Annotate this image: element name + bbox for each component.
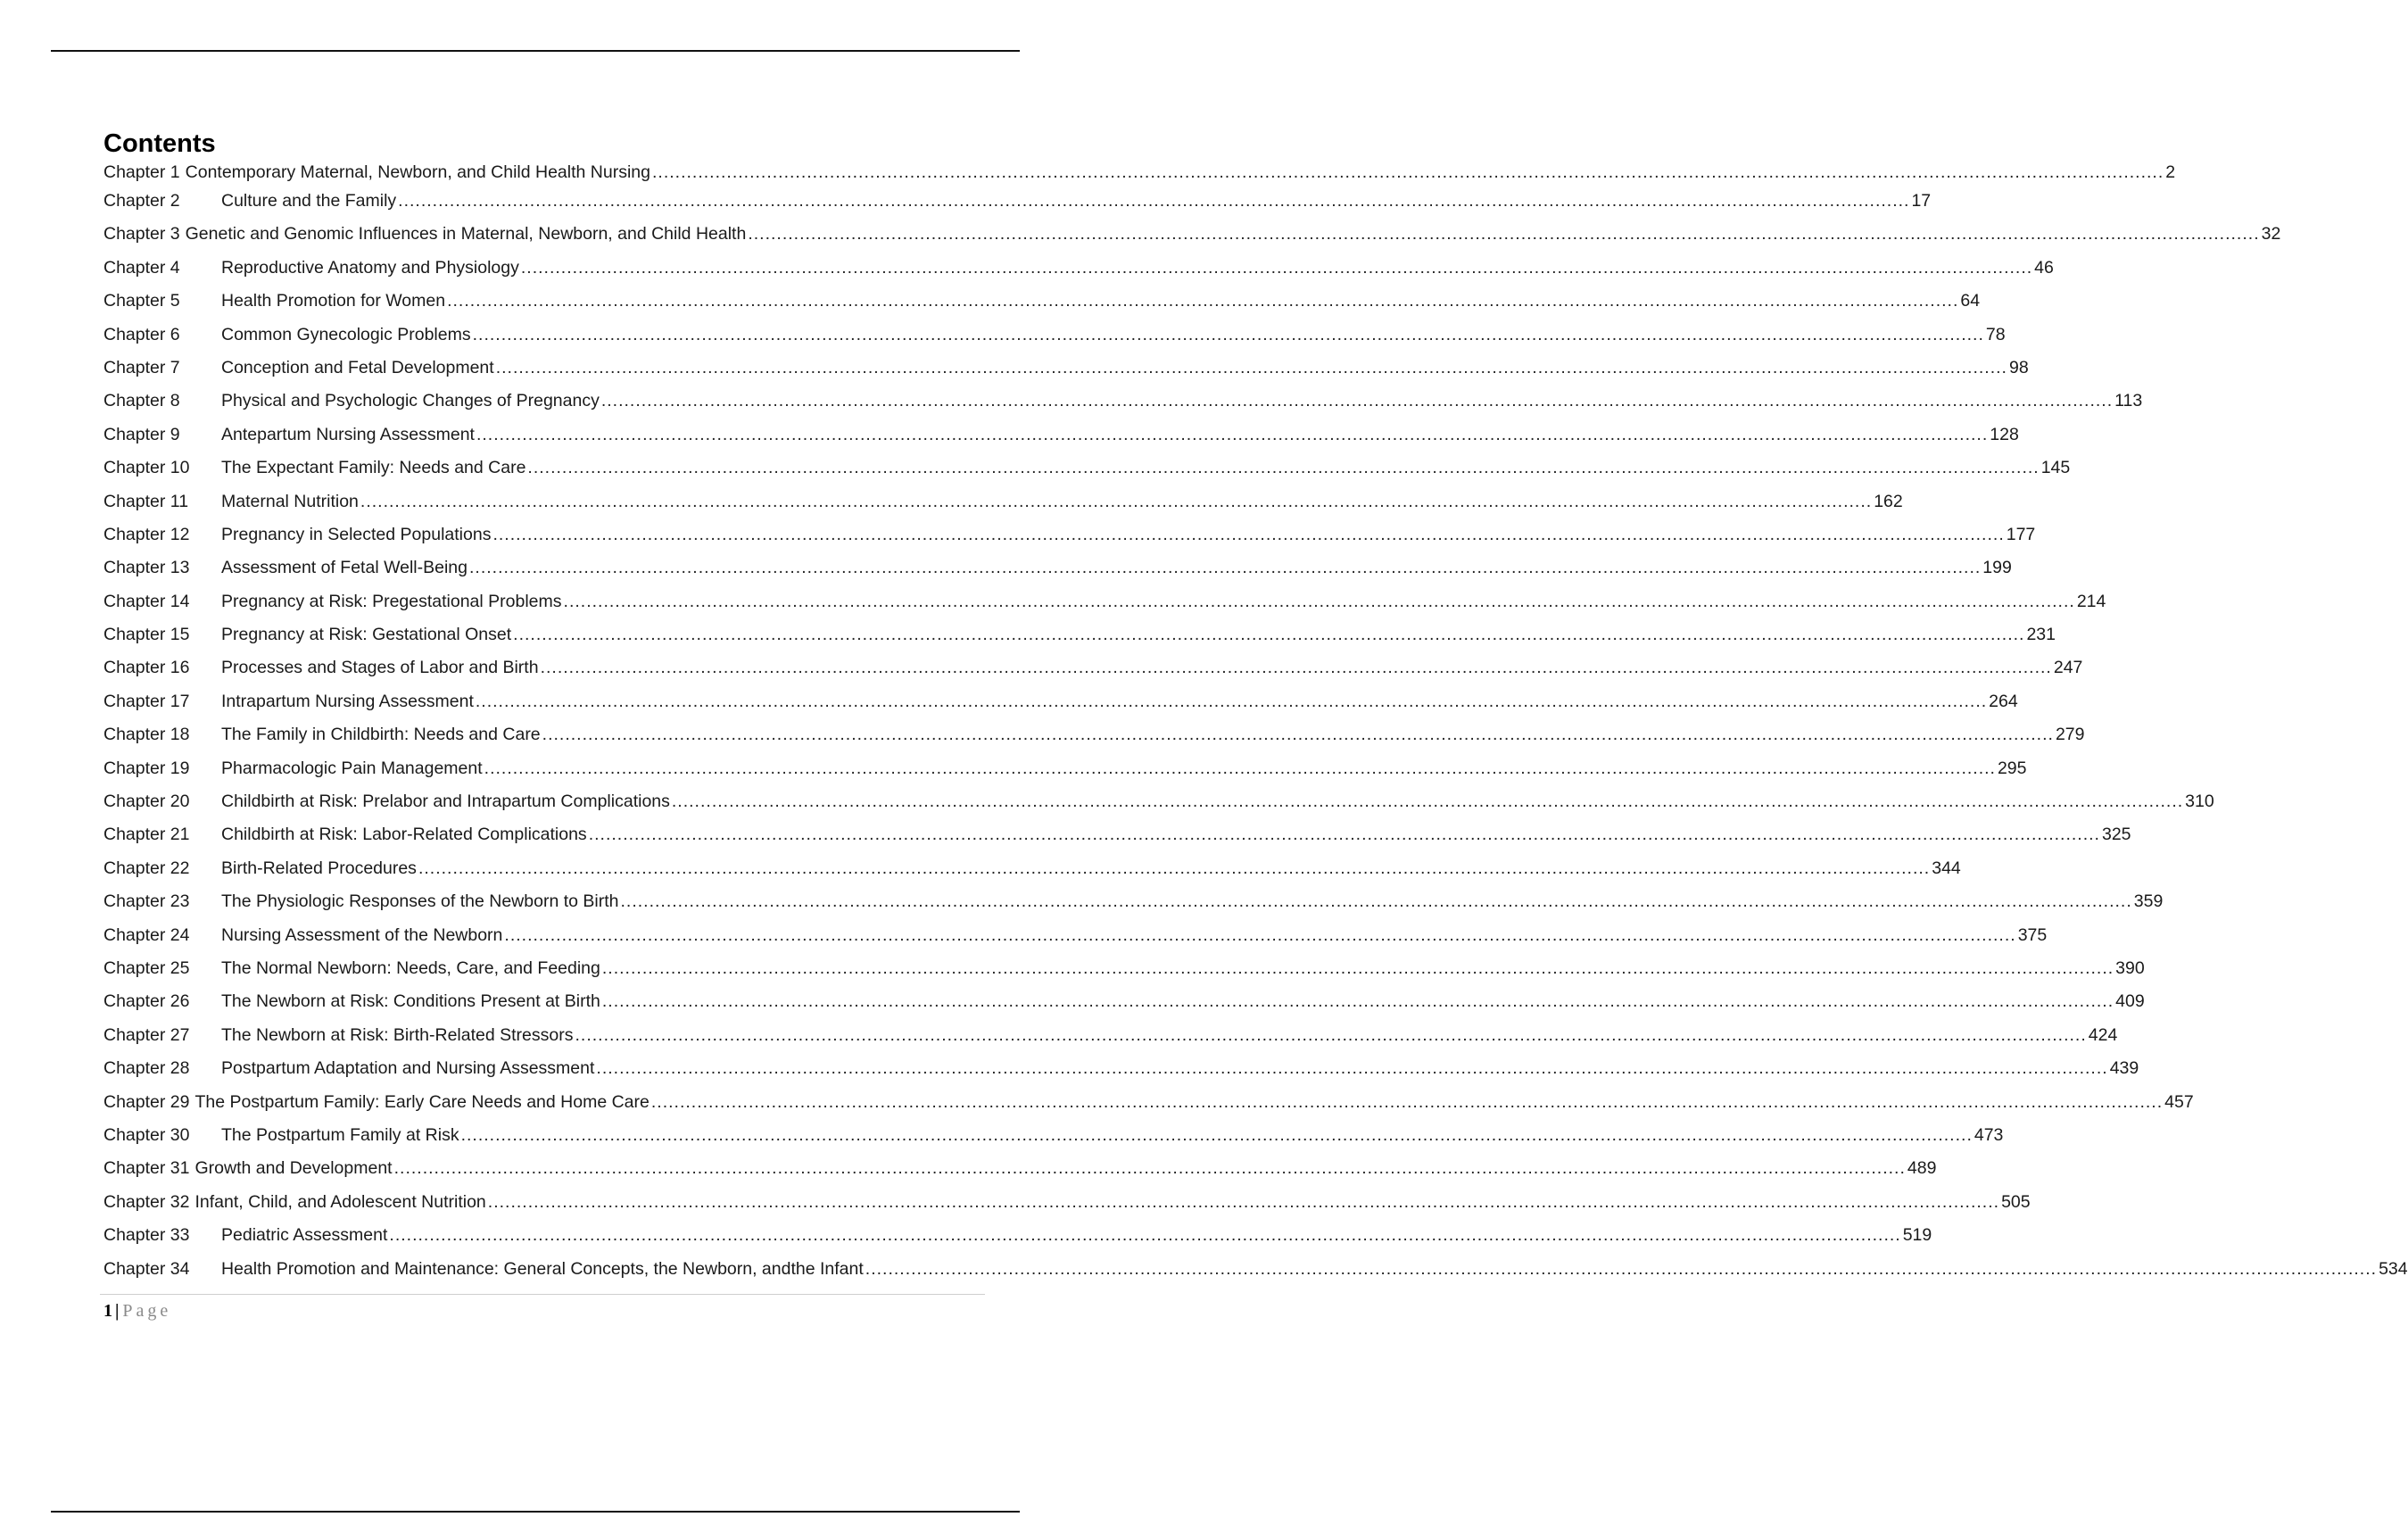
toc-entry[interactable] xyxy=(103,1158,1937,1191)
toc-chapter-number: Chapter 17 xyxy=(103,691,190,711)
toc-chapter-title: Pregnancy in Selected Populations xyxy=(221,524,492,544)
toc-chapter-number: Chapter 19 xyxy=(103,758,190,778)
toc-chapter-title: The Postpartum Family: Early Care Needs and Home Care xyxy=(194,1091,650,1112)
toc-entry[interactable] xyxy=(103,891,2164,924)
toc-dot-leader xyxy=(596,1058,2107,1079)
toc-dot-leader xyxy=(461,1125,1973,1146)
toc-dot-leader xyxy=(476,425,1988,445)
toc-page-number: 390 xyxy=(2115,957,2145,978)
toc-chapter-number: Chapter 8 xyxy=(103,391,180,411)
toc-chapter-number: Chapter 11 xyxy=(103,491,189,511)
toc-entry[interactable] xyxy=(103,162,2176,191)
toc-page-number: 519 xyxy=(1902,1225,1932,1246)
toc-chapter-title: Childbirth at Risk: Labor-Related Complications xyxy=(221,825,587,845)
toc-chapter-number: Chapter 18 xyxy=(103,725,190,745)
toc-dot-leader xyxy=(521,258,2032,278)
toc-page-number: 359 xyxy=(2133,891,2164,912)
toc-entry[interactable] xyxy=(103,691,2018,725)
toc-dot-leader xyxy=(476,692,1987,712)
toc-page-number: 473 xyxy=(1974,1124,2004,1145)
toc-list xyxy=(103,162,2408,1292)
toc-dot-leader xyxy=(527,458,2039,478)
toc-entry[interactable] xyxy=(103,591,2106,625)
footer-page-number: 1 xyxy=(103,1301,112,1321)
toc-page-number: 534 xyxy=(2379,1258,2408,1279)
toc-dot-leader xyxy=(447,291,1958,311)
toc-page-number: 64 xyxy=(1960,291,1981,311)
toc-chapter-title: Health Promotion for Women xyxy=(221,291,446,311)
toc-entry[interactable] xyxy=(103,991,2145,1024)
toc-entry[interactable] xyxy=(103,625,2056,658)
toc-chapter-title: Infant, Child, and Adolescent Nutrition xyxy=(194,1191,486,1212)
toc-page-number: 231 xyxy=(2026,625,2056,645)
toc-entry[interactable] xyxy=(103,458,2071,491)
toc-chapter-number: Chapter 20 xyxy=(103,792,190,812)
toc-page-number: 279 xyxy=(2055,725,2085,745)
toc-page-number: 439 xyxy=(2109,1058,2139,1079)
footer-page-word: Page xyxy=(122,1301,172,1321)
toc-entry[interactable] xyxy=(103,357,2029,391)
toc-page-number: 128 xyxy=(1990,424,2019,444)
toc-page-number: 162 xyxy=(1874,491,1903,511)
toc-dot-leader xyxy=(389,1225,1900,1246)
toc-chapter-number: Chapter 28 xyxy=(103,1058,190,1079)
toc-chapter-number: Chapter 32 xyxy=(103,1191,190,1212)
toc-title: Contents xyxy=(103,129,216,158)
toc-dot-leader xyxy=(492,525,2004,545)
toc-chapter-number: Chapter 4 xyxy=(103,257,180,278)
toc-dot-leader xyxy=(651,1092,2163,1113)
toc-chapter-number: Chapter 27 xyxy=(103,1024,190,1045)
toc-entry[interactable] xyxy=(103,291,1981,324)
toc-page-number: 2 xyxy=(2165,162,2176,182)
toc-page-number: 17 xyxy=(1911,191,1932,211)
toc-dot-leader xyxy=(601,391,2113,411)
toc-dot-leader xyxy=(488,1192,1999,1213)
toc-chapter-title: Childbirth at Risk: Prelabor and Intrapartum Complications xyxy=(221,792,670,812)
toc-chapter-title: The Newborn at Risk: Conditions Present at Birth xyxy=(221,991,600,1012)
toc-chapter-title: Common Gynecologic Problems xyxy=(221,324,471,344)
toc-entry[interactable] xyxy=(103,825,2131,858)
toc-page-number: 78 xyxy=(1985,324,2006,344)
toc-entry[interactable] xyxy=(103,1058,2139,1091)
toc-chapter-title: Pharmacologic Pain Management xyxy=(221,758,483,778)
footer-separator: | xyxy=(115,1301,120,1321)
toc-entry[interactable] xyxy=(103,391,2143,424)
toc-chapter-number: Chapter 7 xyxy=(103,357,180,377)
toc-page-number: 145 xyxy=(2040,458,2071,478)
toc-chapter-number: Chapter 2 xyxy=(103,191,180,211)
toc-chapter-title: The Expectant Family: Needs and Care xyxy=(221,458,526,478)
toc-chapter-title: Intrapartum Nursing Assessment xyxy=(221,691,474,711)
toc-chapter-title: The Postpartum Family at Risk xyxy=(221,1124,459,1145)
toc-chapter-title: Growth and Development xyxy=(194,1158,393,1179)
toc-dot-leader xyxy=(865,1259,2377,1280)
toc-chapter-title: Processes and Stages of Labor and Birth xyxy=(221,658,539,678)
toc-page-number: 295 xyxy=(1997,758,2027,778)
toc-chapter-number: Chapter 22 xyxy=(103,858,190,878)
toc-entry[interactable] xyxy=(103,1225,1932,1258)
toc-entry[interactable] xyxy=(103,257,2054,291)
toc-chapter-title: Nursing Assessment of the Newborn xyxy=(221,924,503,945)
toc-chapter-number: Chapter 15 xyxy=(103,625,190,645)
toc-page-number: 325 xyxy=(2101,825,2131,845)
toc-page-number: 409 xyxy=(2115,991,2145,1012)
toc-page-number: 264 xyxy=(1989,691,2018,711)
toc-chapter-number: Chapter 34 xyxy=(103,1258,190,1279)
toc-entry[interactable] xyxy=(103,725,2085,758)
toc-chapter-number: Chapter 23 xyxy=(103,891,190,912)
toc-dot-leader xyxy=(469,558,1981,578)
toc-chapter-number: Chapter 9 xyxy=(103,424,180,444)
toc-chapter-title: Maternal Nutrition xyxy=(221,491,359,511)
toc-dot-leader xyxy=(513,625,2024,645)
toc-entry[interactable] xyxy=(103,1024,2118,1058)
toc-chapter-title: Genetic and Genomic Influences in Maternal, Newborn, and Child Health xyxy=(185,224,747,245)
toc-entry[interactable] xyxy=(103,558,2012,591)
footer-rule xyxy=(100,1294,985,1295)
toc-dot-leader xyxy=(541,658,2052,678)
toc-chapter-title: Pregnancy at Risk: Pregestational Problems xyxy=(221,591,562,611)
toc-page-number: 214 xyxy=(2076,591,2106,611)
toc-entry[interactable] xyxy=(103,1191,2031,1225)
toc-chapter-number: Chapter 6 xyxy=(103,324,180,344)
toc-chapter-number: Chapter 3 xyxy=(103,224,180,245)
toc-entry[interactable] xyxy=(103,1124,2004,1158)
toc-chapter-number: Chapter 16 xyxy=(103,658,190,678)
toc-chapter-number: Chapter 25 xyxy=(103,957,190,978)
toc-chapter-number: Chapter 1 xyxy=(103,162,180,182)
toc-page-number: 375 xyxy=(2017,924,2048,945)
toc-chapter-title: Health Promotion and Maintenance: General Concepts, the Newborn, andthe Infant xyxy=(221,1258,864,1279)
toc-chapter-number: Chapter 21 xyxy=(103,825,190,845)
toc-page-number: 344 xyxy=(1932,858,1961,878)
toc-entry[interactable] xyxy=(103,424,2019,458)
toc-entry[interactable] xyxy=(103,792,2214,825)
toc-entry[interactable] xyxy=(103,957,2145,991)
toc-entry[interactable] xyxy=(103,924,2048,958)
toc-chapter-number: Chapter 30 xyxy=(103,1124,190,1145)
toc-dot-leader xyxy=(360,492,1872,512)
toc-chapter-title: Culture and the Family xyxy=(221,191,397,211)
toc-chapter-title: Antepartum Nursing Assessment xyxy=(221,424,475,444)
toc-chapter-title: Assessment of Fetal Well-Being xyxy=(221,558,468,578)
toc-page-number: 310 xyxy=(2185,792,2214,812)
toc-page-number: 199 xyxy=(1982,558,2012,578)
toc-page-number: 177 xyxy=(2006,524,2036,544)
toc-chapter-number: Chapter 29 xyxy=(103,1091,190,1112)
toc-chapter-title: Physical and Psychologic Changes of Pregnancy xyxy=(221,391,600,411)
toc-dot-leader xyxy=(589,825,2100,845)
toc-chapter-title: Birth-Related Procedures xyxy=(221,858,417,878)
toc-entry[interactable] xyxy=(103,1258,2408,1292)
page-footer xyxy=(103,1299,171,1322)
toc-chapter-title: Contemporary Maternal, Newborn, and Child Health Nursing xyxy=(185,162,650,182)
toc-dot-leader xyxy=(602,958,2114,979)
toc-entry[interactable] xyxy=(103,224,2281,257)
toc-page-number: 46 xyxy=(2034,257,2054,278)
toc-chapter-title: Conception and Fetal Development xyxy=(221,357,494,377)
toc-dot-leader xyxy=(418,858,1930,879)
toc-dot-leader xyxy=(394,1158,1906,1179)
toc-chapter-number: Chapter 5 xyxy=(103,291,180,311)
bottom-rule xyxy=(51,1511,1020,1513)
toc-entry[interactable] xyxy=(103,1091,2194,1125)
toc-entry[interactable] xyxy=(103,191,1932,224)
toc-page-number: 489 xyxy=(1907,1158,1937,1179)
toc-chapter-number: Chapter 13 xyxy=(103,558,190,578)
toc-dot-leader xyxy=(484,758,1996,779)
toc-chapter-number: Chapter 14 xyxy=(103,591,190,611)
toc-entry[interactable] xyxy=(103,858,1961,891)
toc-dot-leader xyxy=(473,325,1984,345)
toc-dot-leader xyxy=(652,162,2164,183)
toc-page-number: 98 xyxy=(2008,357,2029,377)
toc-chapter-number: Chapter 10 xyxy=(103,458,190,478)
toc-chapter-title: Pregnancy at Risk: Gestational Onset xyxy=(221,625,512,645)
toc-dot-leader xyxy=(602,991,2114,1012)
toc-dot-leader xyxy=(575,1025,2086,1046)
header-rule xyxy=(51,50,1020,52)
toc-page-number: 457 xyxy=(2164,1091,2194,1112)
toc-chapter-title: The Newborn at Risk: Birth-Related Stressors xyxy=(221,1024,574,1045)
toc-chapter-number: Chapter 33 xyxy=(103,1225,190,1246)
toc-page-number: 32 xyxy=(2261,224,2281,245)
toc-chapter-number: Chapter 26 xyxy=(103,991,190,1012)
toc-chapter-title: Reproductive Anatomy and Physiology xyxy=(221,257,519,278)
toc-page-number: 247 xyxy=(2053,658,2083,678)
page-content xyxy=(103,125,2408,1292)
toc-entry[interactable] xyxy=(103,658,2083,691)
toc-chapter-number: Chapter 12 xyxy=(103,524,190,544)
toc-page-number: 505 xyxy=(2001,1191,2031,1212)
toc-page-number: 424 xyxy=(2088,1024,2118,1045)
toc-dot-leader xyxy=(496,358,2007,378)
toc-chapter-number: Chapter 31 xyxy=(103,1158,190,1179)
toc-entry[interactable] xyxy=(103,524,2036,558)
toc-chapter-title: The Normal Newborn: Needs, Care, and Feeding xyxy=(221,957,600,978)
toc-chapter-title: The Physiologic Responses of the Newborn to Birth xyxy=(221,891,619,912)
toc-chapter-title: Pediatric Assessment xyxy=(221,1225,388,1246)
toc-chapter-title: The Family in Childbirth: Needs and Care xyxy=(221,725,541,745)
toc-page-number: 113 xyxy=(2114,391,2143,411)
toc-dot-leader xyxy=(672,792,2183,812)
toc-dot-leader xyxy=(542,725,2054,745)
toc-chapter-title: Postpartum Adaptation and Nursing Assessment xyxy=(221,1058,595,1079)
toc-dot-leader xyxy=(398,191,1909,211)
toc-dot-leader xyxy=(504,925,2015,946)
toc-chapter-number: Chapter 24 xyxy=(103,924,190,945)
toc-entry[interactable] xyxy=(103,324,2006,358)
toc-dot-leader xyxy=(748,224,2259,245)
toc-entry[interactable] xyxy=(103,491,1903,525)
toc-dot-leader xyxy=(564,592,2075,612)
toc-entry[interactable] xyxy=(103,758,2027,792)
toc-dot-leader xyxy=(620,891,2131,912)
